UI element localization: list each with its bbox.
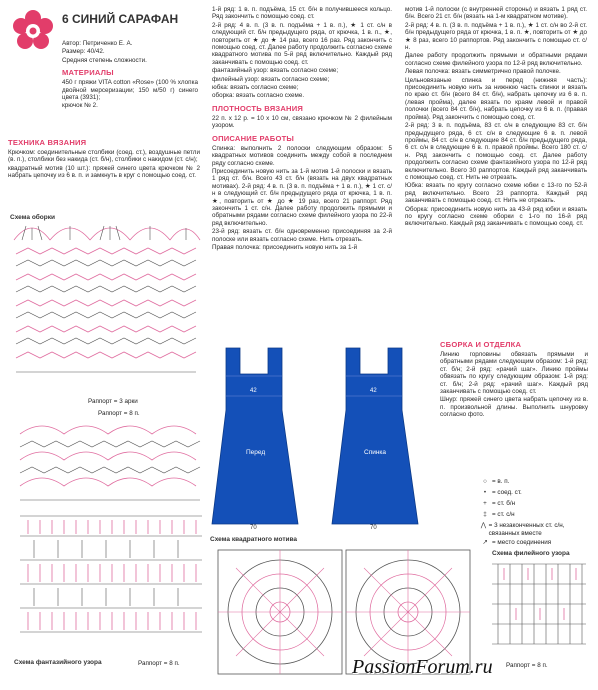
- middle-column: [212, 6, 392, 252]
- legend-text: = 3 незаконченных ст. с/н, связанных вместе: [488, 522, 565, 537]
- legend-text: = ст. б/н: [492, 500, 516, 507]
- right-line-0: мотив 1-й полоски (с внутренней стороны) и вязать 1 ряд ст. б/н. Всего 21 ст. б/н (вязать на 1-м квадратном мотиве).: [405, 6, 587, 21]
- work-line-0: Спинка: выполнить 2 полоски следующим образом: 5 квадратных мотивов соединить между собой в последнем ряду согласно схеме.: [212, 144, 392, 167]
- meta-author: Автор: Петриченко Е. А.: [62, 40, 133, 47]
- right-line-6: Юбка: вязать по кругу согласно схеме юбки с 13-го по 52-й ряд включительно. Всего 23 раппорта. Каждый ряд заканчивать с помощью соед. ст. Нить не отрезать.: [405, 182, 587, 205]
- mid-line-5: оборка: вязать согласно схеме.: [212, 92, 305, 100]
- back-width-42: 42: [370, 388, 377, 394]
- materials-heading: МАТЕРИАЛЫ: [62, 68, 114, 78]
- schema-filet-label: Схема филейного узора: [492, 550, 570, 557]
- yubka-diagram: [18, 420, 204, 510]
- work-heading: ОПИСАНИЕ РАБОТЫ: [212, 133, 295, 143]
- rapport-8-label-a: Раппорт = 8 п.: [98, 410, 140, 417]
- rapport-8-label-c: Раппорт = 8 п.: [506, 662, 548, 669]
- assembly-block: [440, 336, 588, 420]
- legend-item: [478, 509, 588, 520]
- fantasy-pattern-diagram: [18, 512, 204, 650]
- schema-yubka-label: [0, 441, 1, 480]
- right-column: [405, 6, 587, 229]
- rapport-8-label-b: Раппорт = 8 п.: [138, 660, 180, 667]
- left-column: [62, 40, 198, 111]
- assembly-heading: СБОРКА И ОТДЕЛКА: [440, 340, 522, 349]
- work-line-3: Правая полочка: присоединить новую нить за 1-й: [212, 243, 358, 251]
- legend-item: [478, 487, 588, 498]
- front-width-70: 70: [250, 525, 257, 530]
- density-text: 22 п. х 12 р. = 10 х 10 см, связано крючком № 2 филейным узором.: [212, 114, 392, 130]
- legend-text: = соед. ст.: [492, 489, 522, 496]
- schema-fantasy-label: Схема фантазийного узора: [14, 659, 102, 666]
- legend-text: = ст. с/н: [492, 511, 515, 518]
- watermark-text: PassionForum.ru: [352, 656, 493, 678]
- assembly-cord: Шнур: пряжей синего цвета набрать цепочку из в. п. произвольной длины. Выполнить шнуровку согласно фото.: [440, 396, 588, 419]
- meta-size: Размер: 40/42.: [62, 48, 105, 56]
- legend-item: [478, 522, 588, 537]
- right-line-1: 2-й ряд: 4 в. п. (3 в. п. подъёма + 1 в. п.), ★ 1 ст. с/н во 2-й ст. б/н предыдущего ряда от крючка, 1 в. п. ★, повторить от ★ до ★ 8 раз, всего 10 раппортов. Ряд закончить с помощью ст. с/н.: [405, 21, 587, 52]
- technique-line-0: Крючком: соединительные столбики (соед. ст.), воздушные петли (в. п.), столбики без накида (ст. б/н), столбики с накидом (ст. с/н);: [8, 149, 200, 164]
- front-width-42: 42: [250, 388, 257, 394]
- mid-line-4: юбка: вязать согласно схеме;: [212, 84, 299, 92]
- assembly-text: Линию горловины обвязать прямыми и обратными рядами следующим образом: 1-й ряд: ст. б/н; 2-й ряд: «рачий шаг». Линию проймы обвязать по кругу следующим образом: 1-й ряд: ст. б/н; 2-й ряд: «рачий шаг». Каждый ряд заканчивать с помощью соед. ст.: [440, 351, 588, 396]
- legend-symbol: +: [483, 500, 487, 507]
- mid-line-3: филейный узор: вязать согласно схеме;: [212, 75, 330, 83]
- meta-difficulty: Средняя степень сложности.: [62, 56, 147, 64]
- technique-line-1: квадратный мотив (10 шт.): пряжей синего цвета крючком № 2 набрать цепочку из 6 в. п. и замкнуть в круг с помощью соед. ст.: [8, 164, 200, 180]
- technique-block: [8, 134, 200, 181]
- legend-symbol: ↗: [482, 539, 488, 546]
- materials-line-0: 450 г пряжи VITA cotton «Rose» (100 % хлопка двойной мерсеризации; 150 м/50 г) синего цвета (3931);: [62, 79, 198, 102]
- symbol-legend: [478, 476, 588, 548]
- schema-square-label: Схема квадратного мотива: [210, 536, 298, 543]
- legend-item: [478, 498, 588, 509]
- density-heading: ПЛОТНОСТЬ ВЯЗАНИЯ: [212, 103, 304, 113]
- work-line-2: 23-й ряд: вязать ст. б/н одновременно присоединяя за 2-й полоске или вязать согласно схеме. Нить отрезать.: [212, 228, 392, 243]
- right-line-4: Цельновязаные спинка и перед (нижняя часть): присоединить новую нить за нижнюю часть спинки и вязать по краю ст. б/н (всего 84 ст. б/н), набрать цепочку из 6 в. п. (левая пройма), далее вязать по краям левой и правой полочки (всего 84 ст. б/н), набрать цепочку из 6 в. п. (правая пройма). Ряд закончить с помощью соед. ст.: [405, 76, 587, 121]
- mid-line-1: 2-й ряд: 4 в. п. (3 в. п. подъёма + 1 в. п.), ★ 1 ст. с/н в следующий ст. б/н предыдущего ряда, от крючка, 1 в. п., ★, повторить от ★ до ★ 14 раз, всего 16 раз. Ряд закончить с помощью соед. ст. Далее работу продолжить согласно схеме квадратного мотива по 5-й ряд включительно. Каждый ряд заканчивать с помощью соед. ст.: [212, 21, 392, 66]
- legend-item: [478, 476, 588, 487]
- work-line-1: Присоединить новую нить за 1-й мотив 1-й полоски и вязать 1 ряд ст. б/н. Всего 43 ст. б/н (вязать на двух квадратных мотивах). 2-й ряд: 4 в. п. (3 в. п. подъёма + 1 в. п.), ★ 1 ст. с/н в следующий ст. б/н предыдущего ряда от крючка, 1 в. п. ★, повторить от ★ до ★ 19 раз, всего 21 раппорт. Ряд закончить 1 ст. с/н. Далее работу продолжить прямыми и обратными рядами согласно схеме филейного узора по 22-й ряд включительно.: [212, 167, 392, 227]
- right-line-5: 2-й ряд: 3 в. п. подъёма, 83 ст. с/н в следующие 83 ст. б/н предыдущего ряда, 6 ст. с/н в следующие 6 в. п. левой проймы, 84 ст. с/н в следующие 84 ст. б/н предыдущего ряда, 6 ст. с/н в следующие 6 в. п. правой проймы. Всего 180 ст. с/н. Ряд закончить с помощью соед. ст. Далее работу продолжить согласно схеме фантазийного узора по 12-й ряд включительно. Всего 30 раппортов. Каждый ряд заканчивать с помощью соед. ст. Нить не отрезать.: [405, 122, 587, 181]
- right-line-3: Левая полочка: вязать симметрично правой полочке.: [405, 68, 561, 76]
- materials-line-1: крючок № 2.: [62, 102, 98, 110]
- page-title: 6 СИНИЙ САРАФАН: [62, 12, 179, 26]
- mid-line-0: 1-й ряд: 1 в. п. подъёма, 15 ст. б/н в получившееся кольцо. Ряд закончить с помощью соед. ст.: [212, 6, 392, 21]
- legend-symbol: •: [483, 489, 487, 496]
- legend-item: [478, 537, 588, 548]
- oborka-diagram: [12, 220, 202, 392]
- right-line-2: Далее работу продолжить прямыми и обратными рядами согласно схеме филейного узора по 12-й ряд включительно.: [405, 52, 587, 67]
- legend-symbol: ‡: [483, 511, 487, 518]
- technique-heading: ТЕХНИКА ВЯЗАНИЯ: [8, 138, 87, 147]
- front-label: Перед: [246, 449, 266, 456]
- flower-logo-icon: [10, 8, 56, 54]
- legend-symbol: ⋀: [480, 522, 486, 529]
- back-width-70: 70: [370, 525, 377, 530]
- back-label: Спинка: [364, 449, 387, 456]
- front-pattern-diagram: [206, 340, 314, 530]
- rapport-arches-label: Раппорт = 3 арки: [88, 398, 138, 405]
- right-line-7: Оборка: присоединить новую нить за 43-й ряд юбки и вязать по кругу согласно схеме оборки с 1-го по 16-й ряд включительно. Каждый ряд заканчивать с помощью соед. ст.: [405, 205, 587, 228]
- schema-oborka-label: Схема оборки: [10, 214, 55, 221]
- back-pattern-diagram: [326, 340, 434, 530]
- legend-text: = место соединения: [492, 539, 552, 546]
- legend-symbol: ○: [483, 478, 487, 485]
- filet-pattern-diagram: [490, 560, 588, 656]
- mid-line-2: фантазийный узор: вязать согласно схеме;: [212, 67, 339, 75]
- legend-text: = в. п.: [492, 478, 510, 485]
